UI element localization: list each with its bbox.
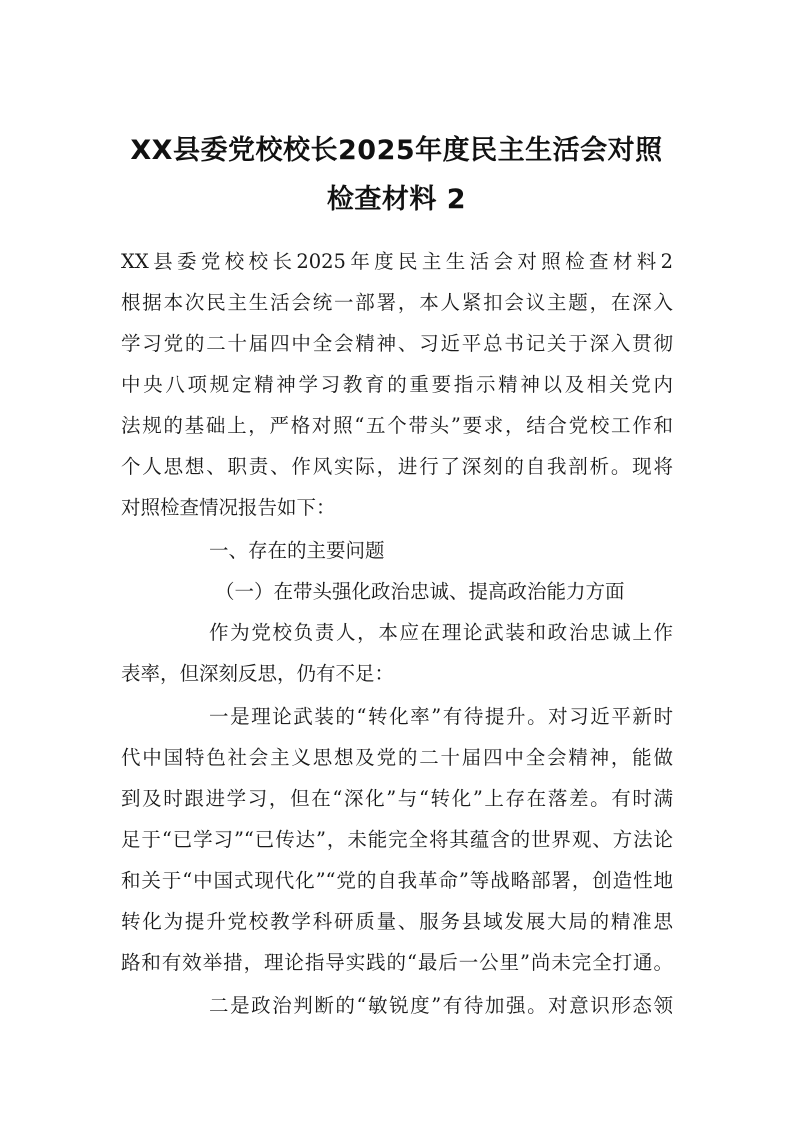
body-line-4: 中央八项规定精神学习教育的重要指示精神以及相关党内 [121,373,673,396]
body-line-10: 一是理论武装的“转化率”有待提升。对习近平新时 [209,705,673,728]
document-title-line-1: XX县委党校校长2025年度民主生活会对照 [130,135,663,166]
body-line-12: 到及时跟进学习，但在“深化”与“转化”上存在落差。有时满 [121,787,673,810]
body-line-15: 转化为提升党校教学科研质量、服务县域发展大局的精准思 [121,910,673,933]
body-line-17: 二是政治判断的“敏锐度”有待加强。对意识形态领 [209,994,673,1017]
body-line-13: 足于“已学习”“已传达”，未能完全将其蕴含的世界观、方法论 [121,828,673,851]
body-line-16: 路和有效举措，理论指导实践的“最后一公里”尚未完全打通。 [121,951,673,974]
body-line-6: 个人思想、职责、作风实际，进行了深刻的自我剖析。现将 [121,455,673,478]
body-line-7: 对照检查情况报告如下： [121,496,336,519]
body-line-8: 作为党校负责人，本应在理论武装和政治忠诚上作 [209,621,673,644]
body-line-14: 和关于“中国式现代化”“党的自我革命”等战略部署，创造性地 [121,869,673,892]
subsection-heading-1: （一）在带头强化政治忠诚、提高政治能力方面 [215,580,625,603]
body-line-5: 法规的基础上，严格对照“五个带头”要求，结合党校工作和 [121,414,673,437]
document-title-line-2: 检查材料 2 [326,184,467,215]
body-line-3: 学习党的二十届四中全会精神、习近平总书记关于深入贯彻 [121,332,673,355]
body-line-1: XX县委党校校长2025年度民主生活会对照检查材料2 [121,250,673,273]
body-line-11: 代中国特色社会主义思想及党的二十届四中全会精神，能做 [121,746,673,769]
section-heading-1: 一、存在的主要问题 [209,539,385,562]
body-line-2: 根据本次民主生活会统一部署，本人紧扣会议主题，在深入 [121,291,673,314]
body-line-9: 表率，但深刻反思，仍有不足： [121,662,395,685]
